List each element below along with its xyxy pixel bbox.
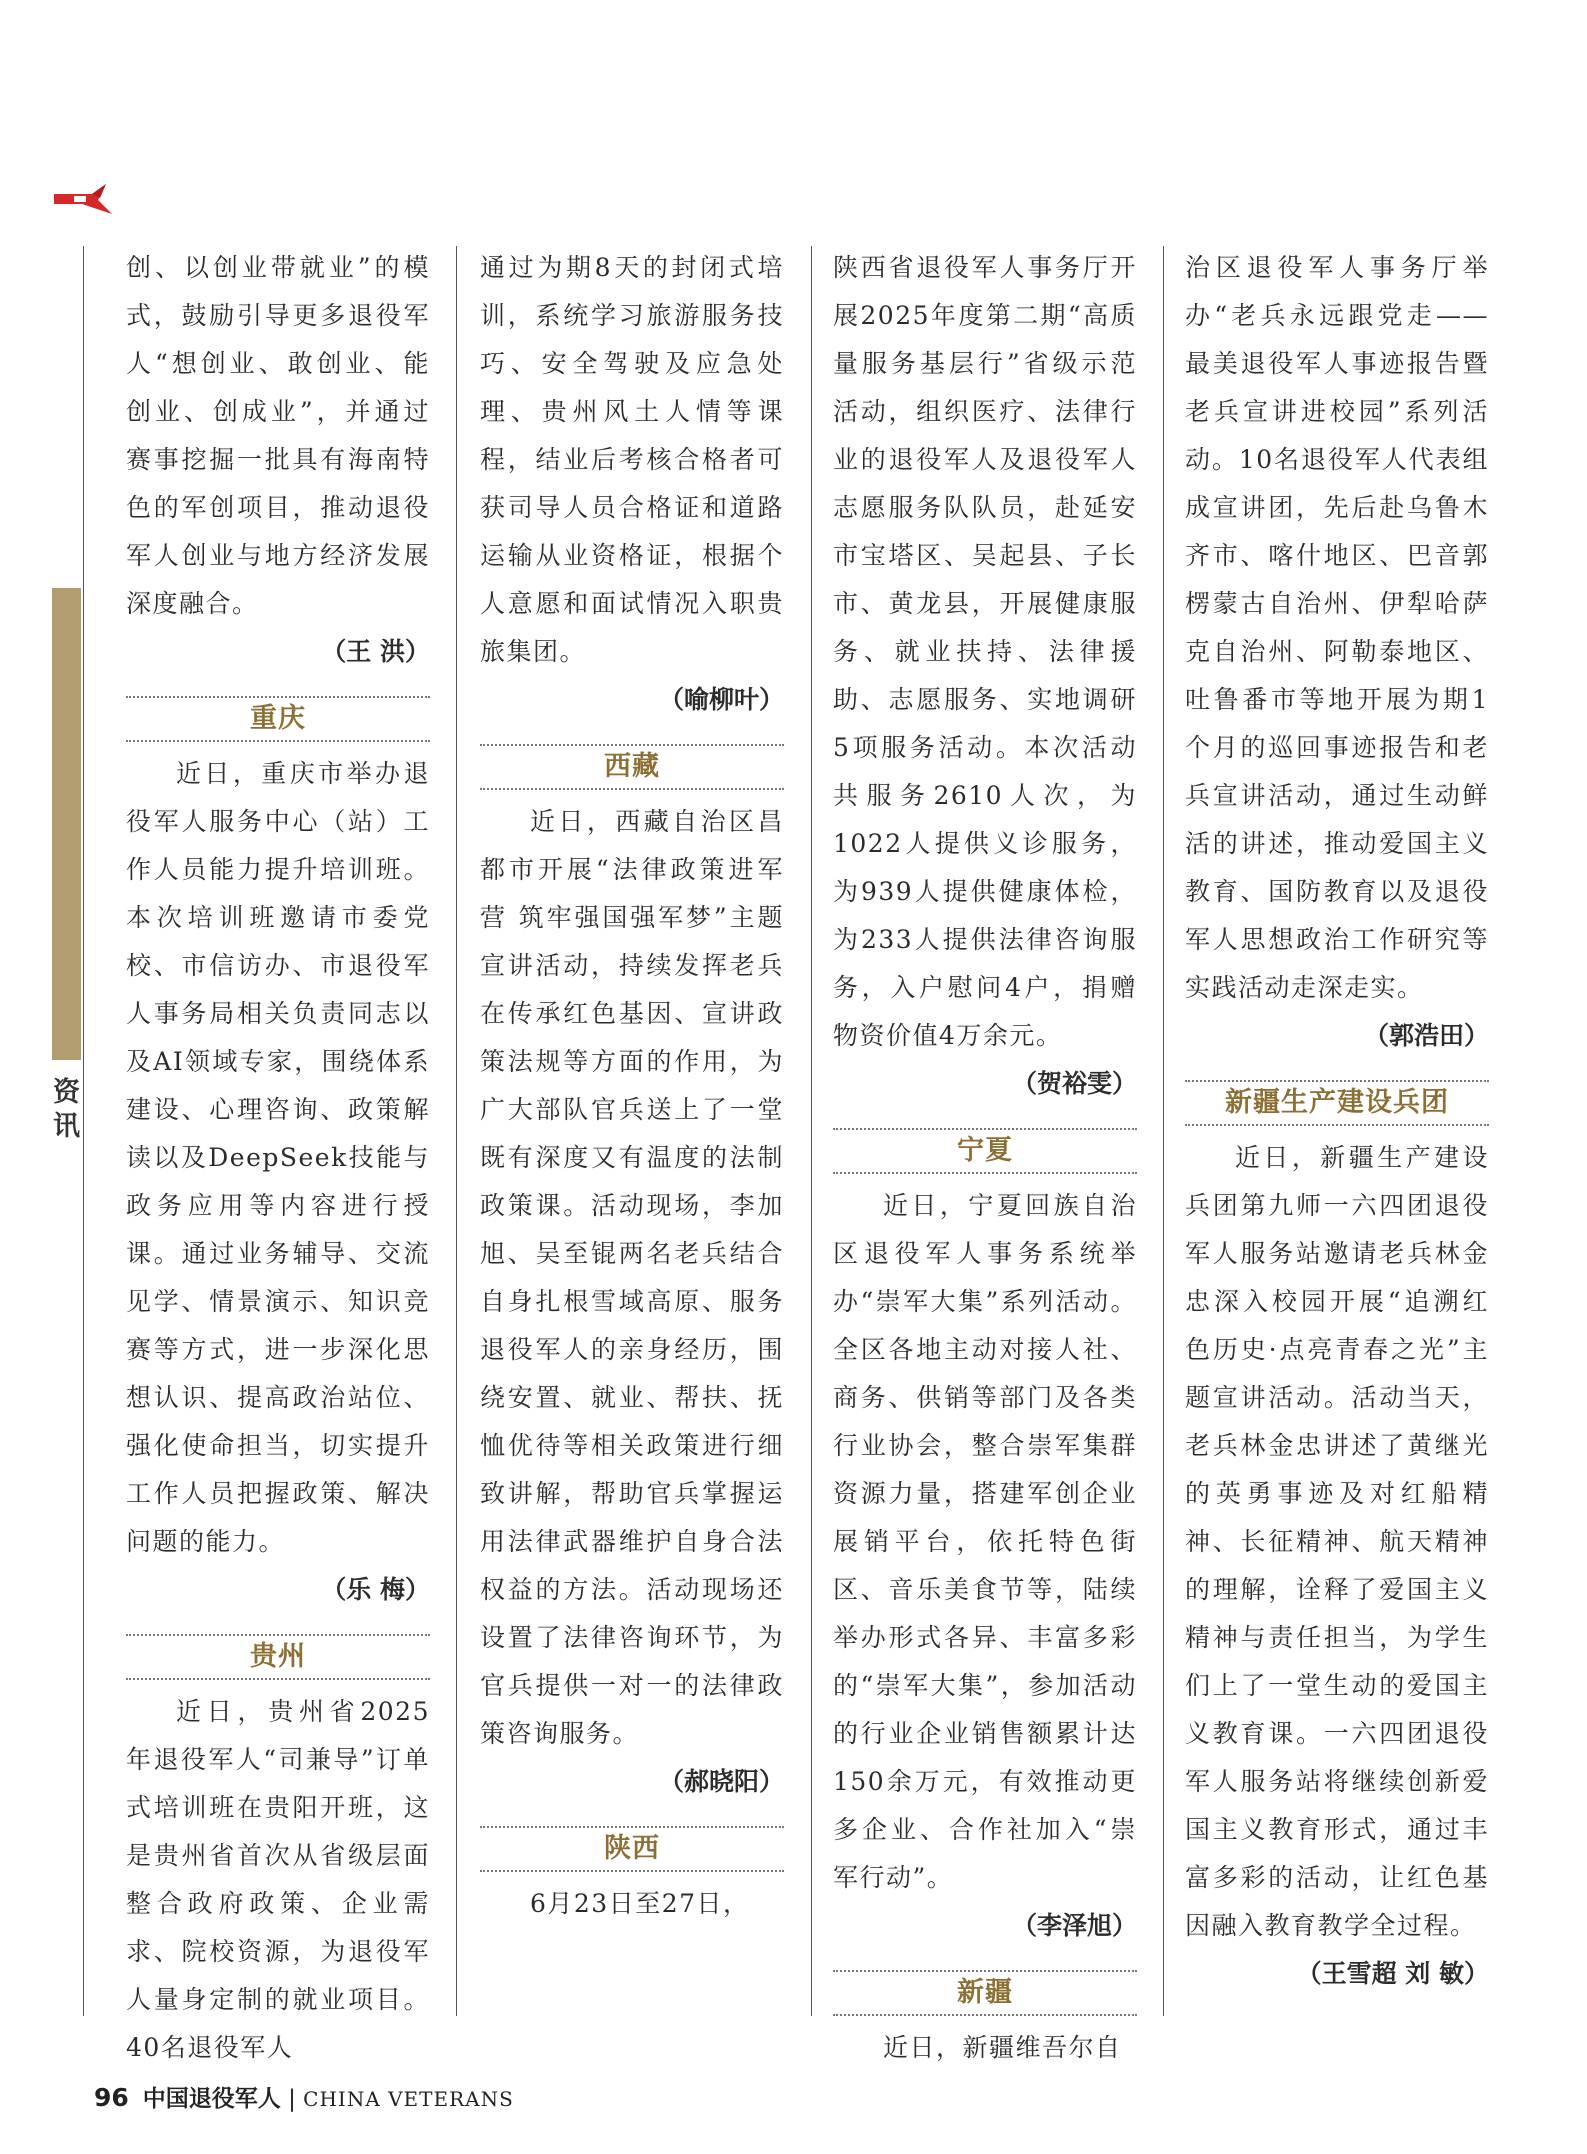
article-paragraph: 创、以创业带就业”的模式，鼓励引导更多退役军人“想创业、敢创业、能创业、创成业”，并通过赛事挖掘一批具有海南特色的军创项目，推动退役军人创业与地方经济发展深度融合。 bbox=[126, 253, 430, 618]
author-byline: （郝晓阳） bbox=[658, 1767, 784, 1796]
region-heading: 贵州 bbox=[126, 1634, 430, 1680]
author-byline: （郭浩田） bbox=[1363, 1021, 1489, 1050]
region-heading: 宁夏 bbox=[833, 1128, 1137, 1174]
article-paragraph: 近日，新疆生产建设兵团第九师一六四团退役军人服务站邀请老兵林金忠深入校园开展“追溯红色历史·点亮青春之光”主题宣讲活动。活动当天，老兵林金忠讲述了黄继光的英勇事迹及对红船精神、长征精神、航天精神的理解，诠释了爱国主义精神与责任担当，为学生们上了一堂生动的爱国主义教育课。一六四团退役军人服务站将继续创新爱国主义教育形式，通过丰富多彩的活动，让红色基因融入教育教学全过程。 bbox=[1185, 1143, 1489, 1940]
magazine-english-title: CHINA VETERANS bbox=[303, 2087, 514, 2111]
magazine-logo-icon bbox=[52, 182, 114, 216]
article-paragraph: 通过为期8天的封闭式培训，系统学习旅游服务技巧、安全驾驶及应急处理、贵州风土人情等课程，结业后考核合格者可获司导人员合格证和道路运输从业资格证，根据个人意愿和面试情况入职贵旅集团。 bbox=[480, 253, 784, 666]
text-column-2 bbox=[480, 244, 784, 1928]
author-byline: （李泽旭） bbox=[1011, 1911, 1137, 1940]
article-paragraph: 近日，新疆维吾尔自 bbox=[883, 2033, 1122, 2062]
author-byline: （王雪超 刘 敏） bbox=[1296, 1959, 1489, 1988]
article-paragraph: 近日，西藏自治区昌都市开展“法律政策进军营 筑牢强国强军梦”主题宣讲活动，持续发挥老兵在传承红色基因、宣讲政策法规等方面的作用，为广大部队官兵送上了一堂既有深度又有温度的法制政策课。活动现场，李加旭、吴至锟两名老兵结合自身扎根雪域高原、服务退役军人的亲身经历，围绕安置、就业、帮扶、抚恤优待等相关政策进行细致讲解，帮助官兵掌握运用法律武器维护自身合法权益的方法。活动现场还设置了法律咨询环节，为官兵提供一对一的法律政策咨询服务。 bbox=[480, 807, 784, 1748]
magazine-title: 中国退役军人 bbox=[142, 2086, 281, 2112]
column-divider bbox=[1163, 246, 1164, 2016]
author-byline: （喻柳叶） bbox=[658, 685, 784, 714]
page-footer bbox=[94, 2080, 514, 2113]
section-label bbox=[52, 1076, 81, 1144]
section-label-char: 资 bbox=[53, 1077, 80, 1108]
text-column-4 bbox=[1185, 244, 1489, 1998]
article-paragraph: 近日，贵州省2025年退役军人“司兼导”订单式培训班在贵阳开班，这是贵州省首次从省级层面整合政府政策、企业需求、院校资源，为退役军人量身定制的就业项目。40名退役军人 bbox=[126, 1697, 430, 2062]
article-paragraph: 6月23日至27日， bbox=[530, 1889, 750, 1918]
column-divider bbox=[811, 246, 812, 2016]
region-heading: 重庆 bbox=[126, 696, 430, 742]
author-byline: （王 洪） bbox=[321, 637, 430, 666]
article-paragraph: 近日，宁夏回族自治区退役军人事务系统举办“崇军大集”系列活动。全区各地主动对接人社、商务、供销等部门及各类行业协会，整合崇军集群资源力量，搭建军创企业展销平台，依托特色街区、音乐美食节等，陆续举办形式各异、丰富多彩的“崇军大集”，参加活动的行业企业销售额累计达150余万元，有效推动更多企业、合作社加入“崇军行动”。 bbox=[833, 1191, 1137, 1892]
region-heading: 陕西 bbox=[480, 1826, 784, 1872]
sidebar-color-bar bbox=[52, 588, 81, 1060]
column-divider bbox=[83, 246, 84, 2016]
article-paragraph: 陕西省退役军人事务厅开展2025年度第二期“高质量服务基层行”省级示范活动，组织医疗、法律行业的退役军人及退役军人志愿服务队队员，赴延安市宝塔区、吴起县、子长市、黄龙县，开展健康服务、就业扶持、法律援助、志愿服务、实地调研5项服务活动。本次活动共服务2610人次，为1022人提供义诊服务，为939人提供健康体检，为233人提供法律咨询服务，入户慰问4户，捐赠物资价值4万余元。 bbox=[833, 253, 1137, 1050]
region-heading: 新疆 bbox=[833, 1970, 1137, 2016]
region-heading: 西藏 bbox=[480, 744, 784, 790]
text-column-1 bbox=[126, 244, 430, 2072]
text-column-3 bbox=[833, 244, 1137, 2072]
author-byline: （乐 梅） bbox=[321, 1575, 430, 1604]
page-number: 96 bbox=[94, 2083, 129, 2112]
footer-separator: | bbox=[288, 2086, 296, 2112]
author-byline: （贺裕雯） bbox=[1011, 1069, 1137, 1098]
article-paragraph: 近日，重庆市举办退役军人服务中心（站）工作人员能力提升培训班。本次培训班邀请市委党校、市信访办、市退役军人事务局相关负责同志以及AI领域专家，围绕体系建设、心理咨询、政策解读以及DeepSeek技能与政务应用等内容进行授课。通过业务辅导、交流见学、情景演示、知识竞赛等方式，进一步深化思想认识、提高政治站位、强化使命担当，切实提升工作人员把握政策、解决问题的能力。 bbox=[126, 759, 430, 1556]
column-divider bbox=[456, 246, 457, 2016]
section-label-char: 讯 bbox=[53, 1111, 80, 1142]
article-paragraph: 治区退役军人事务厅举办“老兵永远跟党走——最美退役军人事迹报告暨老兵宣讲进校园”系列活动。10名退役军人代表组成宣讲团，先后赴乌鲁木齐市、喀什地区、巴音郭楞蒙古自治州、伊犁哈萨克自治州、阿勒泰地区、吐鲁番市等地开展为期1个月的巡回事迹报告和老兵宣讲活动，通过生动鲜活的讲述，推动爱国主义教育、国防教育以及退役军人思想政治工作研究等实践活动走深走实。 bbox=[1185, 253, 1489, 1002]
region-heading: 新疆生产建设兵团 bbox=[1185, 1080, 1489, 1126]
